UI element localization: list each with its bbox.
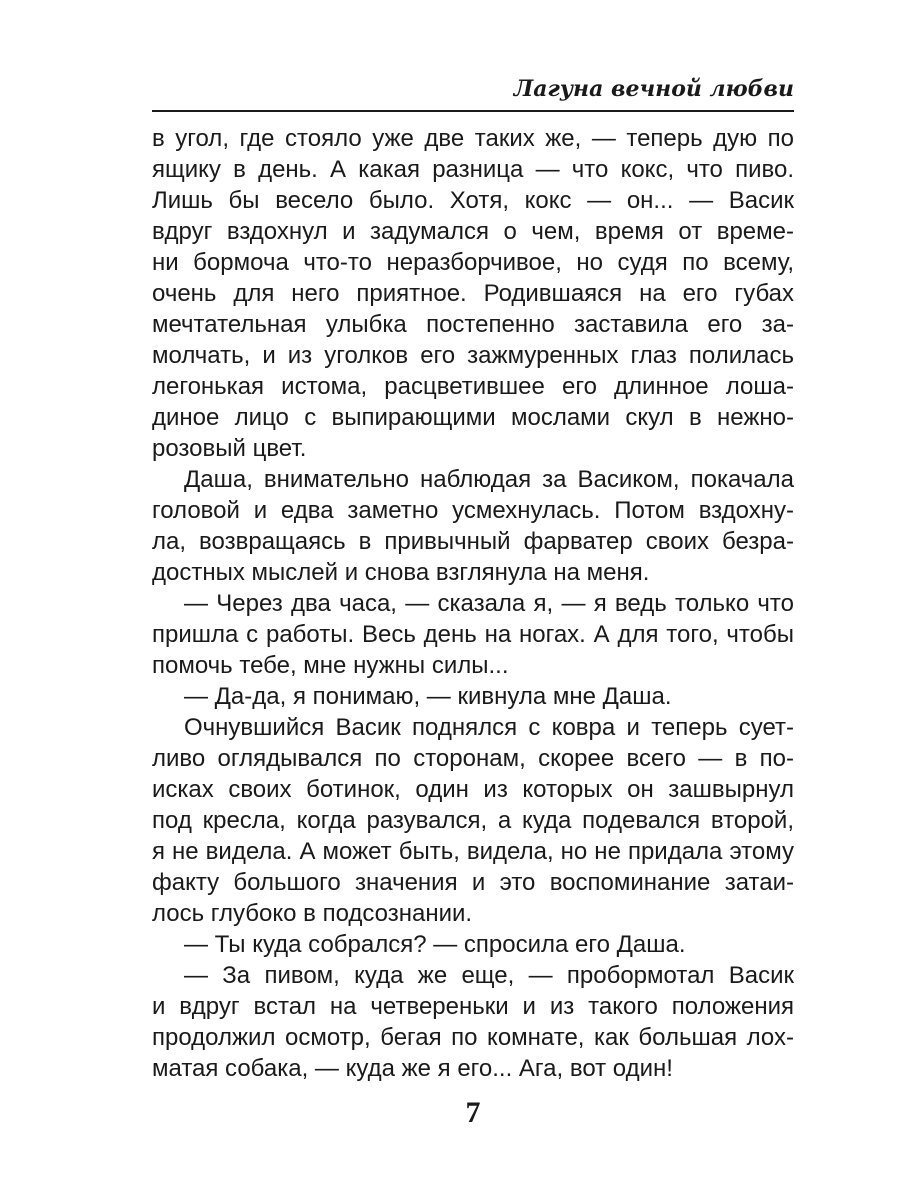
text-line: под кресла, когда разувался, а куда подевался второй,	[152, 807, 794, 834]
text-line: вдруг вздохнул и задумался о чем, время от време-	[152, 218, 794, 245]
text-line: ни бормоча что-то неразборчивое, но судя по всему,	[152, 249, 794, 276]
body-text	[152, 123, 794, 1084]
text-line: продолжил осмотр, бегая по комнате, как большая лох-	[152, 1024, 794, 1051]
text-line: диное лицо с выпирающими мослами скул в нежно-	[152, 404, 794, 431]
text-line: головой и едва заметно усмехнулась. Потом вздохну-	[152, 497, 794, 524]
text-line: мечтательная улыбка постепенно заставила его за-	[152, 311, 794, 338]
text-line: и вдруг встал на четвереньки и из такого положения	[152, 993, 794, 1020]
text-line: Даша, внимательно наблюдая за Васиком, покачала	[184, 466, 794, 493]
text-line: — Через два часа, — сказала я, — я ведь только что	[184, 590, 794, 617]
text-line: Очнувшийся Васик поднялся с ковра и теперь сует-	[184, 714, 794, 741]
text-line: помочь тебе, мне нужны силы...	[152, 652, 509, 679]
text-line: лось глубоко в подсознании.	[152, 900, 473, 927]
running-head-title: Лагуна вечной любви	[513, 76, 794, 102]
text-line: ящику в день. А какая разница — что кокс, что пиво.	[152, 156, 794, 183]
text-line: молчать, и из уголков его зажмуренных глаз полилась	[152, 342, 794, 369]
text-line: Лишь бы весело было. Хотя, кокс — он... — Васик	[152, 187, 794, 214]
page-number: 7	[465, 1096, 481, 1129]
header-rule	[152, 110, 794, 112]
text-line: исках своих ботинок, один из которых он зашвырнул	[152, 776, 794, 803]
text-line: факту большого значения и это воспоминание затаи-	[152, 869, 794, 896]
text-line: в угол, где стояло уже две таких же, — теперь дую по	[152, 125, 794, 152]
text-line: ливо оглядывался по сторонам, скорее всего — в по-	[152, 745, 794, 772]
text-line: матая собака, — куда же я его... Ага, вот один!	[152, 1055, 673, 1082]
text-line: — Ты куда собрался? — спросила его Даша.	[184, 931, 686, 958]
text-line: — Да-да, я понимаю, — кивнула мне Даша.	[184, 683, 672, 710]
text-line: ла, возвращаясь в привычный фарватер своих безра-	[152, 528, 794, 555]
text-line: достных мыслей и снова взглянула на меня.	[152, 559, 650, 586]
text-line: очень для него приятное. Родившаяся на его губах	[152, 280, 794, 307]
text-line: легонькая истома, расцветившее его длинное лоша-	[152, 373, 794, 400]
text-line: розовый цвет.	[152, 435, 307, 462]
text-line: я не видела. А может быть, видела, но не придала этому	[152, 838, 794, 865]
text-line: пришла с работы. Весь день на ногах. А для того, чтобы	[152, 621, 794, 648]
text-line: — За пивом, куда же еще, — пробормотал Васик	[184, 962, 794, 989]
